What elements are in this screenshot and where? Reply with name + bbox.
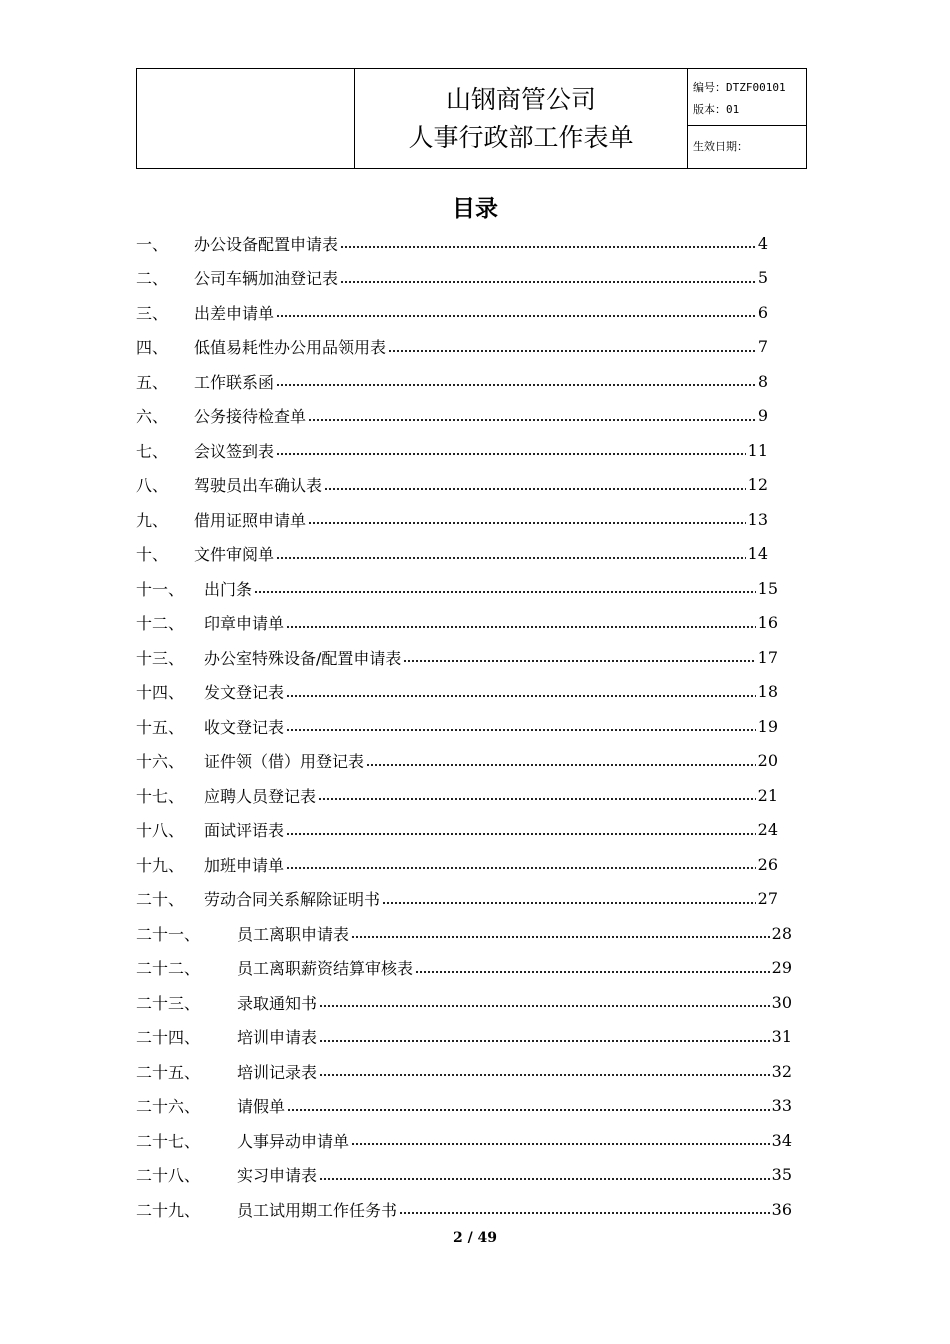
toc-leader-dots: [319, 1030, 770, 1044]
toc-entry-label: 公务接待检查单: [194, 407, 307, 426]
toc-entry-number: 五、: [136, 372, 169, 392]
logo-cell: [137, 69, 355, 168]
toc-entry-page: 36: [771, 1199, 792, 1219]
toc-leader-dots: [399, 1202, 770, 1216]
toc-leader-dots: [382, 892, 756, 906]
toc-entry-label: 加班申请单: [204, 855, 285, 875]
toc-title: 目录: [452, 196, 498, 222]
toc-entry-number: 十二、: [136, 614, 185, 633]
toc-entry-page: 13: [747, 509, 768, 529]
toc-leader-dots: [415, 961, 770, 975]
toc-leader-dots: [319, 1168, 770, 1182]
toc-entry[interactable]: [136, 332, 768, 362]
toc-leader-dots: [340, 236, 756, 250]
toc-entry[interactable]: [136, 297, 768, 327]
toc-entry[interactable]: [136, 918, 792, 948]
toc-entry-label: 请假单: [237, 1097, 286, 1116]
header-meta-cell: [688, 69, 806, 168]
toc-entry-page: 19: [757, 716, 778, 736]
toc-leader-dots: [403, 650, 755, 664]
toc-entry-number: 二十四、: [136, 1028, 201, 1047]
toc-leader-dots: [351, 926, 770, 940]
toc-entry-label: 应聘人员登记表: [204, 786, 317, 806]
toc-entry[interactable]: [136, 780, 778, 810]
toc-entry-number: 七、: [136, 441, 169, 461]
toc-entry[interactable]: [136, 1056, 792, 1086]
toc-entry-page: 15: [757, 578, 778, 598]
toc-entry[interactable]: [136, 539, 768, 569]
toc-entry[interactable]: [136, 504, 768, 534]
toc-entry-page: 27: [757, 889, 778, 908]
toc-entry-number: 九、: [136, 510, 169, 530]
toc-entry[interactable]: [136, 677, 778, 707]
toc-entry-label: 办公设备配置申请表: [194, 234, 339, 254]
toc-entry-number: 三、: [136, 303, 169, 323]
toc-leader-dots: [286, 685, 756, 699]
toc-entry-page: 5: [757, 268, 768, 287]
toc-entry-label: 培训申请表: [237, 1028, 318, 1047]
toc-leader-dots: [287, 1099, 770, 1113]
company-name: 山钢商管公司: [445, 84, 596, 114]
toc-entry-page: 14: [747, 544, 768, 563]
toc-entry-label: 低值易耗性办公用品领用表: [194, 338, 387, 357]
toc-entry[interactable]: [136, 1125, 792, 1155]
toc-entry-number: 十三、: [136, 648, 185, 668]
toc-entry-page: 7: [757, 337, 768, 356]
toc-entry[interactable]: [136, 470, 768, 500]
toc-entry-page: 30: [771, 992, 792, 1012]
toc-entry-page: 20: [757, 751, 778, 770]
toc-entry-page: 24: [757, 820, 778, 839]
toc-entry-page: 12: [747, 475, 768, 494]
toc-entry-number: 二十九、: [136, 1200, 201, 1220]
toc-entry-label: 驾驶员出车确认表: [194, 476, 323, 495]
toc-entry-number: 十六、: [136, 752, 185, 771]
toc-entry[interactable]: [136, 987, 792, 1017]
toc-entry-label: 借用证照申请单: [194, 510, 307, 530]
toc-entry[interactable]: [136, 573, 778, 603]
toc-leader-dots: [286, 616, 756, 630]
toc-entry-label: 收文登记表: [204, 717, 285, 737]
document-header-table: [136, 68, 807, 169]
toc-entry-label: 文件审阅单: [194, 545, 275, 564]
toc-entry-number: 十、: [136, 545, 169, 564]
toc-entry-number: 一、: [136, 234, 169, 254]
toc-entry-number: 十一、: [136, 579, 185, 599]
toc-entry[interactable]: [136, 884, 778, 914]
toc-entry-number: 二十七、: [136, 1131, 201, 1151]
toc-entry-page: 8: [757, 371, 768, 391]
toc-entry-page: 11: [747, 440, 768, 460]
form-title: 人事行政部工作表单: [408, 122, 634, 152]
toc-entry-page: 31: [771, 1027, 792, 1046]
toc-entry-page: 9: [757, 406, 768, 425]
toc-leader-dots: [276, 547, 746, 561]
toc-entry-label: 员工试用期工作任务书: [237, 1200, 398, 1220]
toc-entry-page: 32: [771, 1061, 792, 1081]
toc-entry-page: 21: [757, 785, 778, 805]
toc-leader-dots: [366, 754, 756, 768]
toc-entry-number: 四、: [136, 338, 169, 357]
toc-entry[interactable]: [136, 849, 778, 879]
toc-leader-dots: [286, 823, 756, 837]
toc-entry[interactable]: [136, 366, 768, 396]
toc-leader-dots: [340, 271, 756, 285]
toc-entry-page: 26: [757, 854, 778, 874]
toc-entry-label: 会议签到表: [194, 441, 275, 461]
toc-entry[interactable]: [136, 608, 778, 638]
toc-entry-label: 发文登记表: [204, 683, 285, 702]
toc-entry[interactable]: [136, 1091, 792, 1121]
toc-entry-number: 二十五、: [136, 1062, 201, 1082]
toc-entry[interactable]: [136, 435, 768, 465]
toc-entry[interactable]: [136, 1194, 792, 1224]
toc-leader-dots: [276, 374, 756, 388]
toc-entry-page: 4: [757, 233, 768, 253]
toc-entry-page: 34: [771, 1130, 792, 1150]
toc-entry-number: 二十、: [136, 890, 185, 909]
toc-entry-number: 八、: [136, 476, 169, 495]
toc-leader-dots: [276, 305, 756, 319]
document-version: 版本：01: [693, 103, 740, 116]
document-code: 编号：DTZF00101: [693, 81, 786, 94]
toc-entry-number: 二十一、: [136, 924, 201, 944]
toc-entry-number: 二十三、: [136, 993, 201, 1013]
toc-entry[interactable]: [136, 815, 778, 845]
toc-entry-number: 十八、: [136, 821, 185, 840]
toc-entry[interactable]: [136, 746, 778, 776]
toc-leader-dots: [319, 995, 770, 1009]
toc-entry[interactable]: [136, 1160, 792, 1190]
toc-entry-page: 33: [771, 1096, 792, 1115]
toc-leader-dots: [254, 581, 756, 595]
toc-entry-page: 28: [771, 923, 792, 943]
toc-entry[interactable]: [136, 1022, 792, 1052]
toc-leader-dots: [308, 512, 746, 526]
toc-leader-dots: [388, 340, 756, 354]
toc-entry-label: 实习申请表: [237, 1166, 318, 1185]
toc-leader-dots: [324, 478, 746, 492]
toc-entry[interactable]: [136, 228, 768, 258]
toc-entry-number: 二、: [136, 269, 169, 288]
toc-entry-label: 员工离职薪资结算审核表: [237, 959, 414, 978]
toc-entry[interactable]: [136, 263, 768, 293]
toc-entry-label: 证件领（借）用登记表: [204, 752, 365, 771]
toc-entry-number: 二十八、: [136, 1166, 201, 1185]
toc-entry-label: 录取通知书: [237, 993, 318, 1013]
toc-leader-dots: [351, 1133, 770, 1147]
toc-entry[interactable]: [136, 953, 792, 983]
toc-entry[interactable]: [136, 711, 778, 741]
toc-entry-label: 面试评语表: [204, 821, 285, 840]
toc-leader-dots: [286, 857, 756, 871]
toc-leader-dots: [319, 1064, 770, 1078]
toc-entry-label: 培训记录表: [237, 1062, 318, 1082]
toc-entry-label: 办公室特殊设备/配置申请表: [204, 648, 402, 668]
toc-leader-dots: [318, 788, 756, 802]
toc-entry-number: 二十二、: [136, 959, 201, 978]
toc-entry-number: 十四、: [136, 683, 185, 702]
toc-entry[interactable]: [136, 401, 768, 431]
toc-entry-page: 17: [757, 647, 778, 667]
toc-leader-dots: [308, 409, 756, 423]
header-title-cell: [355, 69, 688, 168]
toc-leader-dots: [286, 719, 756, 733]
effective-date: 生效日期：: [693, 140, 748, 153]
toc-entry[interactable]: [136, 642, 778, 672]
toc-entry-label: 工作联系函: [194, 372, 275, 392]
toc-entry-page: 16: [757, 613, 778, 632]
toc-entry-label: 公司车辆加油登记表: [194, 269, 339, 288]
toc-entry-number: 十九、: [136, 855, 185, 875]
toc-entry-page: 6: [757, 302, 768, 322]
toc-entry-number: 十五、: [136, 717, 185, 737]
toc-entry-page: 29: [771, 958, 792, 977]
toc-entry-label: 人事异动申请单: [237, 1131, 350, 1151]
toc-entry-number: 十七、: [136, 786, 185, 806]
toc-entry-number: 六、: [136, 407, 169, 426]
page-indicator: 2 / 49: [452, 1230, 498, 1246]
toc-leader-dots: [276, 443, 746, 457]
toc-entry-label: 印章申请单: [204, 614, 285, 633]
toc-entry-page: 35: [771, 1165, 792, 1184]
toc-entry-number: 二十六、: [136, 1097, 201, 1116]
toc-entry-page: 18: [757, 682, 778, 701]
toc-entry-label: 劳动合同关系解除证明书: [204, 890, 381, 909]
toc-entry-label: 出差申请单: [194, 303, 275, 323]
toc-entry-label: 员工离职申请表: [237, 924, 350, 944]
toc-entry-label: 出门条: [204, 579, 253, 599]
